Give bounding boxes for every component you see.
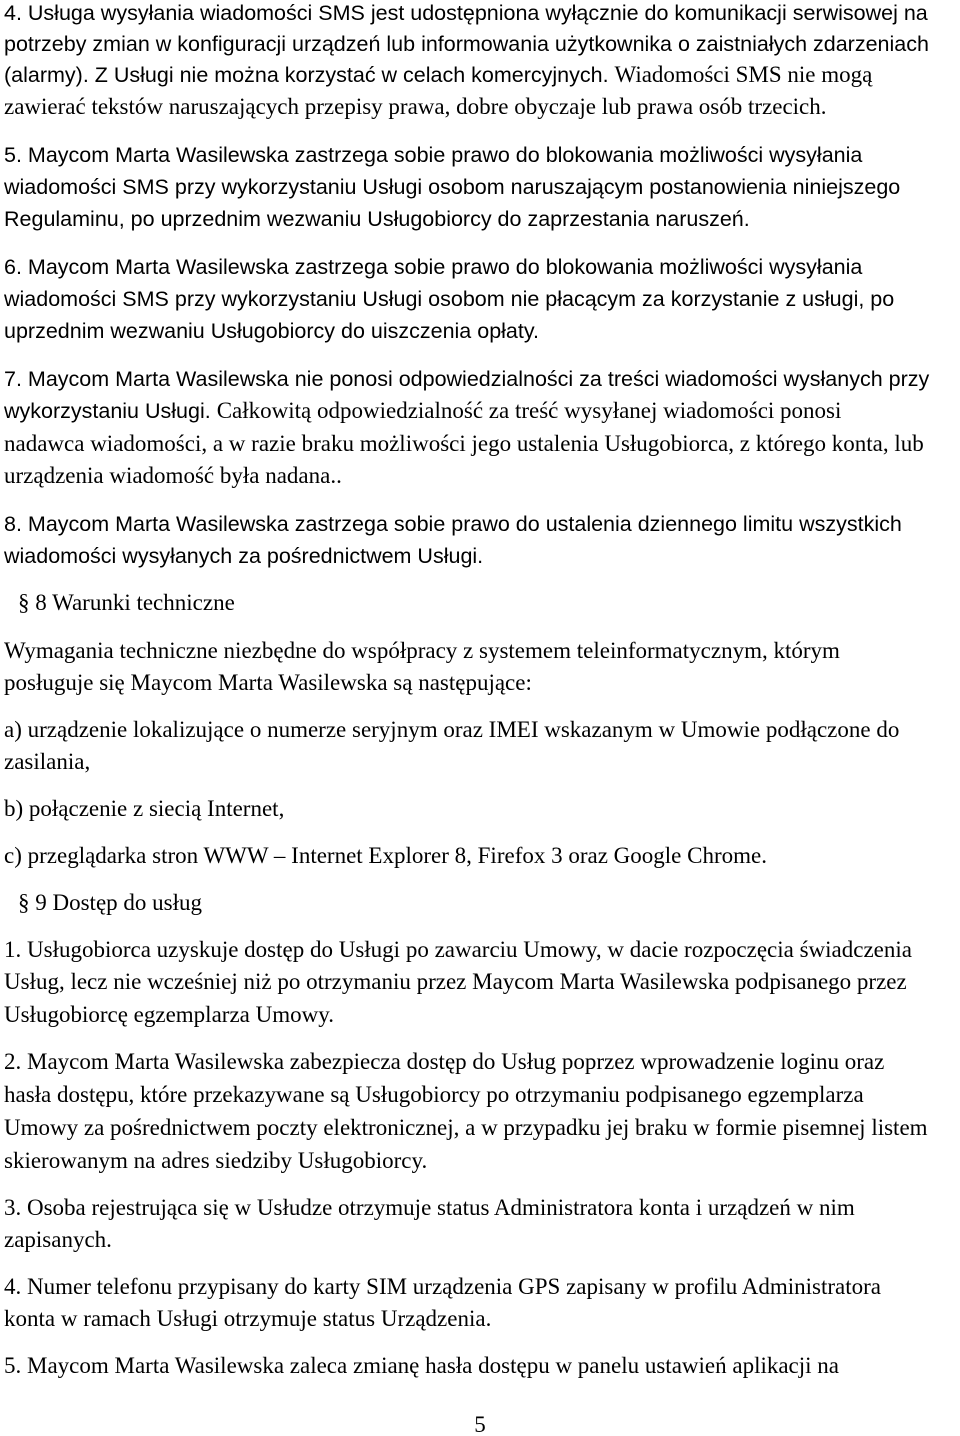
text-line: zawierać tekstów naruszających przepisy prawa, dobre obyczaje lub prawa osób trzecich. <box>4 94 827 119</box>
text-line: Usługobiorcę egzemplarza Umowy. <box>4 1002 334 1027</box>
text-line: wiadomości wysyłanych za pośrednictwem Usługi. <box>4 544 484 568</box>
text-line: wiadomości SMS przy wykorzystaniu Usługi osobom nie płacącym za korzystanie z usługi, po <box>4 287 895 311</box>
text-line: 8. Maycom Marta Wasilewska zastrzega sobie prawo do ustalenia dziennego limitu wszystkich <box>4 512 902 536</box>
section-heading: § 8 Warunki techniczne <box>18 590 235 615</box>
text-line: 6. Maycom Marta Wasilewska zastrzega sobie prawo do blokowania możliwości wysyłania <box>4 255 863 279</box>
text-line: b) połączenie z siecią Internet, <box>4 796 285 821</box>
text-line: 1. Usługobiorca uzyskuje dostęp do Usługi po zawarciu Umowy, w dacie rozpoczęcia świadczenia <box>4 937 912 962</box>
section-heading: § 9 Dostęp do usług <box>18 890 202 915</box>
text-line: uprzednim wezwaniu Usługobiorcy do uiszczenia opłaty. <box>4 319 539 343</box>
page-number: 5 <box>474 1412 486 1436</box>
text-line: hasła dostępu, które przekazywane są Usługobiorcy po otrzymaniu podpisanego egzemplarza <box>4 1082 864 1107</box>
text-line: Regulaminu, po uprzednim wezwaniu Usługobiorcy do zaprzestania naruszeń. <box>4 207 750 231</box>
text-line: zapisanych. <box>4 1227 112 1252</box>
text-line: Umowy za pośrednictwem poczty elektronicznej, a w przypadku jej braku w formie pisemnej listem <box>4 1115 928 1140</box>
text-line: c) przeglądarka stron WWW – Internet Explorer 8, Firefox 3 oraz Google Chrome. <box>4 843 767 868</box>
text-line <box>4 395 841 427</box>
text-line: a) urządzenie lokalizujące o numerze seryjnym oraz IMEI wskazanym w Umowie podłączone do <box>4 717 900 742</box>
text-line: 4. Numer telefonu przypisany do karty SIM urządzenia GPS zapisany w profilu Administratora <box>4 1274 881 1299</box>
text-line: 3. Osoba rejestrująca się w Usłudze otrzymuje status Administratora konta i urządzeń w nim <box>4 1195 855 1220</box>
text-segment: (alarmy). Z Usługi nie można korzystać w celach komercyjnych. <box>4 63 609 87</box>
text-line: 4. Usługa wysyłania wiadomości SMS jest udostępniona wyłącznie do komunikacji serwisowej na <box>4 1 928 25</box>
text-line: potrzeby zmian w konfiguracji urządzeń lub informowania użytkownika o zaistniałych zdarzeniach <box>4 32 929 56</box>
text-line: posługuje się Maycom Marta Wasilewska są następujące: <box>4 670 532 695</box>
text-line: 5. Maycom Marta Wasilewska zaleca zmianę hasła dostępu w panelu ustawień aplikacji na <box>4 1353 840 1378</box>
text-line: Wymagania techniczne niezbędne do współpracy z systemem teleinformatycznym, którym <box>4 638 840 663</box>
text-segment: wykorzystaniu Usługi. <box>4 399 211 423</box>
text-line: Usług, lecz nie wcześniej niż po otrzymaniu przez Maycom Marta Wasilewska podpisanego przez <box>4 969 907 994</box>
text-segment: Wiadomości SMS nie mogą <box>614 62 873 87</box>
text-line: skierowanym na adres siedziby Usługobiorcy. <box>4 1148 428 1173</box>
text-line: 2. Maycom Marta Wasilewska zabezpiecza dostęp do Usług poprzez wprowadzenie loginu oraz <box>4 1049 885 1074</box>
text-line: zasilania, <box>4 749 91 774</box>
text-line: urządzenia wiadomość była nadana.. <box>4 463 342 488</box>
text-line <box>4 59 872 91</box>
text-segment: Całkowitą odpowiedzialność za treść wysyłanej wiadomości ponosi <box>216 398 842 423</box>
text-line: konta w ramach Usługi otrzymuje status Urządzenia. <box>4 1306 492 1331</box>
text-line: wiadomości SMS przy wykorzystaniu Usługi osobom naruszającym postanowienia niniejszego <box>4 175 901 199</box>
text-line: nadawca wiadomości, a w razie braku możliwości jego ustalenia Usługobiorca, z którego konta, lub <box>4 431 924 456</box>
text-line: 5. Maycom Marta Wasilewska zastrzega sobie prawo do blokowania możliwości wysyłania <box>4 143 863 167</box>
text-line: 7. Maycom Marta Wasilewska nie ponosi odpowiedzialności za treści wiadomości wysłanych przy <box>4 367 930 391</box>
